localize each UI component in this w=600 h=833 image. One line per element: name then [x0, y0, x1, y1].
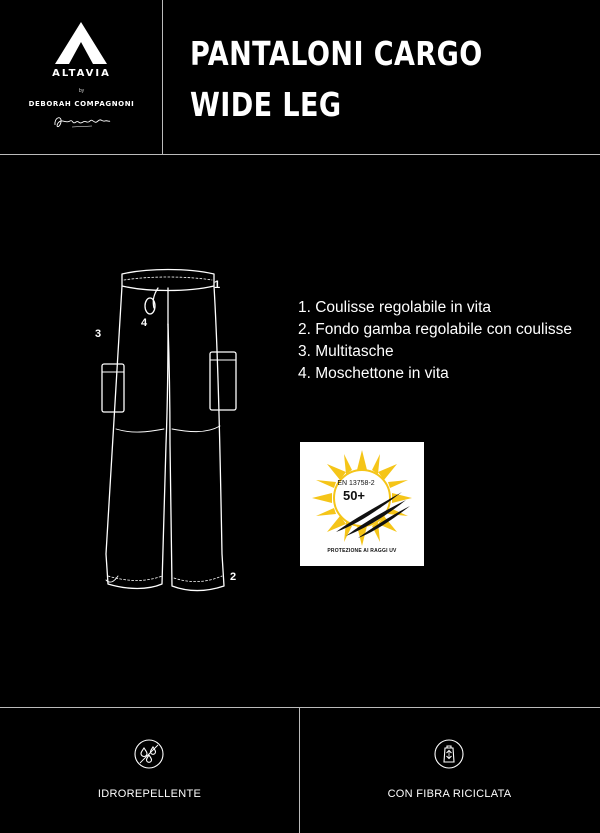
water-drops-icon [134, 739, 164, 769]
uv-caption: PROTEZIONE AI RAGGI UV [327, 548, 397, 554]
product-title [190, 28, 518, 130]
callout-2: 2 [230, 571, 237, 583]
signature-icon [52, 113, 112, 131]
title-line-2: WIDE LEG [190, 85, 342, 124]
uv-value: 50+ [342, 488, 366, 503]
feature-item: 1. Coulisse regolabile in vita [298, 299, 491, 316]
feature-item: 4. Moschettone in vita [298, 365, 449, 382]
callout-3: 3 [95, 328, 102, 340]
feature-recycled-fiber [300, 708, 599, 833]
uv-protection-badge [300, 442, 424, 566]
brand-name: ALTAVIA [52, 68, 111, 79]
feature-list [298, 297, 598, 385]
cargo-pants-drawing [88, 264, 248, 604]
feature-label: IDROREPELLENTE [97, 788, 202, 800]
callout-1: 1 [214, 279, 221, 291]
recycle-icon [434, 739, 464, 769]
footer [0, 707, 600, 833]
altavia-logo-icon [55, 22, 107, 64]
collaborator-name: DEBORAH COMPAGNONI [28, 100, 135, 108]
title-line-1: PANTALONI CARGO [190, 34, 483, 73]
callout-4: 4 [141, 317, 148, 329]
uv-norm: EN 13758-2 [337, 480, 375, 487]
brand-block [0, 0, 163, 155]
header [0, 0, 600, 155]
feature-water-repellent [0, 708, 299, 833]
feature-item: 3. Multitasche [298, 343, 394, 360]
feature-item: 2. Fondo gamba regolabile con coulisse [298, 321, 573, 338]
feature-label: CON FIBRA RICICLATA [387, 788, 512, 800]
brand-by: by [78, 88, 85, 94]
header-divider [0, 154, 600, 155]
